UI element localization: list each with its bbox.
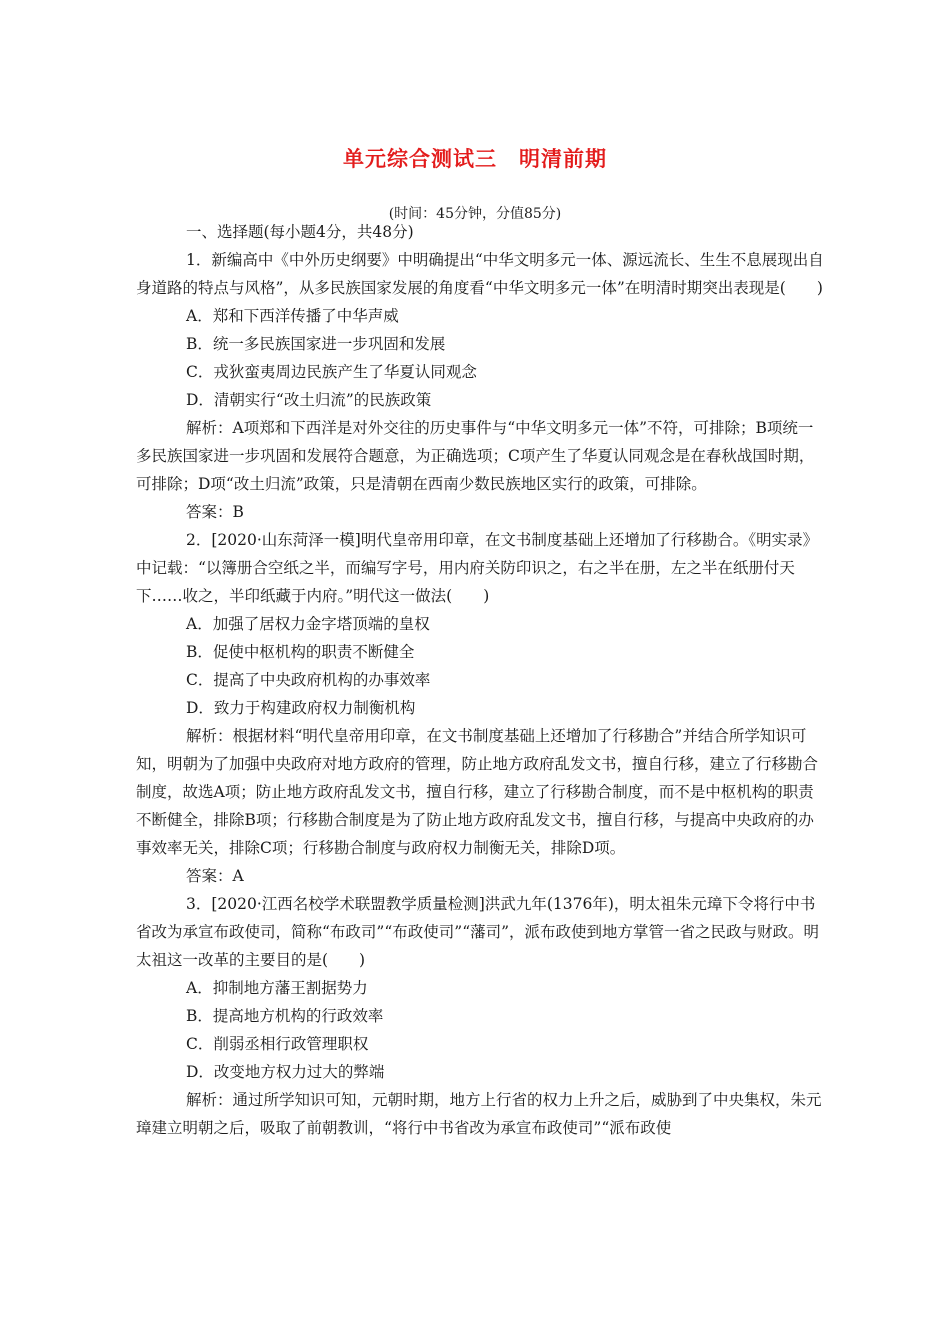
question-1-option-b: B．统一多民族国家进一步巩固和发展 — [186, 335, 446, 353]
question-3-option-a: A．抑制地方藩王割据势力 — [186, 979, 368, 997]
question-1-option-a: A．郑和下西洋传播了中华声威 — [186, 307, 399, 325]
question-3-option-c: C．削弱丞相行政管理职权 — [186, 1035, 369, 1053]
question-1-answer: 答案：B — [186, 503, 244, 521]
section-heading: 一、选择题(每小题4分，共48分) — [186, 223, 414, 241]
question-3-option-b: B．提高地方机构的行政效率 — [186, 1007, 384, 1025]
question-2-stem: 2．[2020·山东菏泽一模]明代皇帝用印章，在文书制度基础上还增加了行移勘合。《明实录》中记载：“以簿册合空纸之半，而编写字号，用内府关防印识之，右之半在册，左之半在纸册付天下……收之，半印纸藏于内府。”明代这一做法( ) — [136, 531, 819, 605]
question-2-analysis: 解析：根据材料“明代皇帝用印章，在文书制度基础上还增加了行移勘合”并结合所学知识可知，明朝为了加强中央政府对地方政府的管理，防止地方政府乱发文书，擅自行移，建立了行移勘合制度，故选A项；防止地方政府乱发文书，擅自行移，建立了行移勘合制度，而不是中枢机构的职责不断健全，排除B项；行移勘合制度是为了防止地方政府乱发文书，擅自行移，与提高中央政府的办事效率无关，排除C项；行移勘合制度与政府权力制衡无关，排除D项。 — [136, 727, 819, 857]
question-2-option-a: A．加强了居权力金字塔顶端的皇权 — [186, 615, 430, 633]
question-1-stem: 1．新编高中《中外历史纲要》中明确提出“中华文明多元一体、源远流长、生生不息展现出自身道路的特点与风格”，从多民族国家发展的角度看“中华文明多元一体”在明清时期突出表现是( ) — [136, 251, 824, 297]
question-2-option-c: C．提高了中央政府机构的办事效率 — [186, 671, 431, 689]
exam-meta: (时间：45分钟，分值85分) — [388, 206, 562, 222]
question-3-analysis: 解析：通过所学知识可知，元朝时期，地方上行省的权力上升之后，威胁到了中央集权，朱元璋建立明朝之后，吸取了前朝教训，“将行中书省改为承宣布政使司”“派布政使 — [136, 1091, 822, 1137]
question-1-option-d: D．清朝实行“改土归流”的民族政策 — [186, 391, 432, 409]
question-3-stem: 3．[2020·江西名校学术联盟教学质量检测]洪武九年(1376年)，明太祖朱元璋下令将行中书省改为承宣布政使司，简称“布政司”“布政使司”“藩司”，派布政使到地方掌管一省之民政与财政。明太祖这一改革的主要目的是( ) — [136, 895, 820, 969]
question-1-analysis: 解析：A项郑和下西洋是对外交往的历史事件与“中华文明多元一体”不符，可排除；B项统一多民族国家进一步巩固和发展符合题意，为正确选项；C项产生了华夏认同观念是在春秋战国时期，可排除；D项“改土归流”政策，只是清朝在西南少数民族地区实行的政策，可排除。 — [136, 419, 815, 493]
question-1-option-c: C．戎狄蛮夷周边民族产生了华夏认同观念 — [186, 363, 477, 381]
question-2-answer: 答案：A — [186, 867, 244, 885]
question-2-option-b: B．促使中枢机构的职责不断健全 — [186, 643, 415, 661]
question-2-option-d: D．致力于构建政府权力制衡机构 — [186, 699, 416, 717]
page-title: 单元综合测试三 明清前期 — [343, 147, 607, 171]
question-3-option-d: D．改变地方权力过大的弊端 — [186, 1063, 385, 1081]
document-body — [136, 218, 824, 1142]
